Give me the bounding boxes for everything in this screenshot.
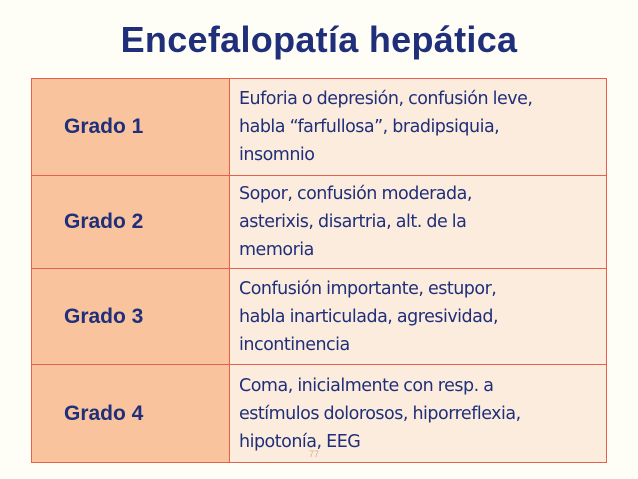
grade-label: Grado 2 (32, 176, 230, 269)
description-line: memoria (239, 240, 314, 260)
grade-description (230, 365, 607, 463)
grade-label: Grado 4 (32, 365, 230, 463)
grade-description (230, 79, 607, 176)
description-line: habla “farfullosa”, bradipsiquia, (239, 117, 500, 137)
description-line: incontinencia (239, 334, 350, 355)
grade-description (230, 269, 607, 365)
grade-label: Grado 3 (32, 269, 230, 365)
description-line: habla inarticulada, agresividad, (239, 306, 499, 327)
description-line: Euforia o depresión, confusión leve, (239, 89, 533, 109)
description-line: hipotonía, EEG (239, 431, 361, 452)
description-line: Coma, inicialmente con resp. a (239, 375, 494, 396)
grade-description (230, 176, 607, 269)
slide-title: Encefalopatía hepática (120, 19, 518, 60)
table-row (32, 365, 607, 463)
description-line: insomnio (239, 145, 315, 165)
page-number: 77 (309, 449, 320, 459)
table-row (32, 269, 607, 365)
table-row (32, 176, 607, 269)
table-row (32, 79, 607, 176)
grade-table (31, 78, 607, 463)
grade-label: Grado 1 (32, 79, 230, 176)
description-line: Sopor, confusión moderada, (239, 184, 472, 204)
description-line: estímulos dolorosos, hiporreflexia, (239, 403, 521, 424)
description-line: Confusión importante, estupor, (239, 278, 497, 299)
description-line: asterixis, disartria, alt. de la (239, 212, 467, 232)
